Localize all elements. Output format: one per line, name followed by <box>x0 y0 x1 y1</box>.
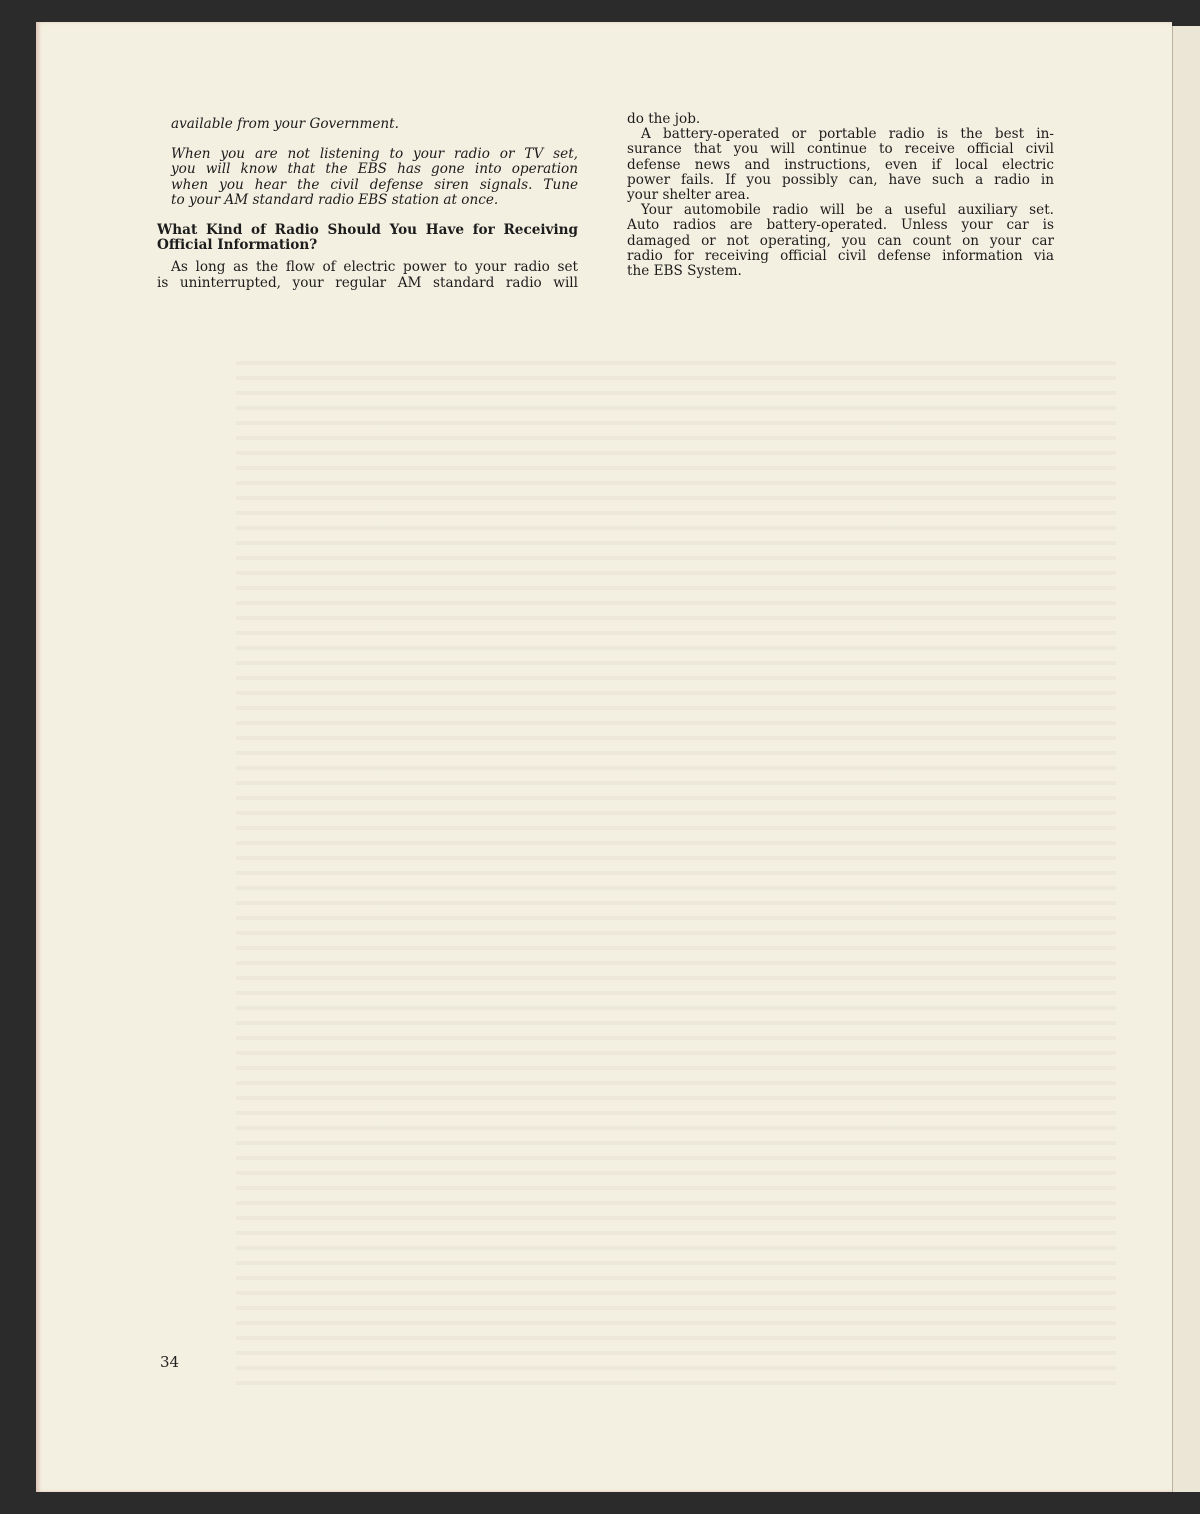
show-through-text <box>236 352 1116 1392</box>
text-line: your shelter area. <box>627 187 750 204</box>
text-line: when you hear the civil defense siren signals. Tune <box>171 176 578 193</box>
text-line: When you are not listening to your radio or TV set, <box>171 146 578 163</box>
text-line: is uninterrupted, your regular AM standard radio will <box>157 274 578 291</box>
text-line: the EBS System. <box>627 263 742 280</box>
page-number: 34 <box>160 1353 180 1371</box>
italic-note <box>157 147 578 208</box>
continuation-line: available from your Government. <box>171 116 399 132</box>
section-heading <box>157 223 578 253</box>
text-line: radio for receiving official civil defense information via <box>627 247 1054 264</box>
paragraph-battery-radio <box>627 127 1054 203</box>
adjacent-page-edge <box>1172 26 1200 1492</box>
text-line: damaged or not operating, you can count on your car <box>627 232 1054 249</box>
text-line: As long as the flow of electric power to your radio set <box>171 259 578 276</box>
heading-line: What Kind of Radio Should You Have for Receiving <box>157 222 578 239</box>
left-column <box>157 117 578 291</box>
text-line: to your AM standard radio EBS station at once. <box>171 191 499 208</box>
right-column <box>627 112 1054 279</box>
text-line: Your automobile radio will be a useful auxiliary set. <box>641 202 1054 219</box>
text-line: defense news and instructions, even if local electric <box>627 156 1054 173</box>
paragraph-auto-radio <box>627 203 1054 279</box>
text-line: you will know that the EBS has gone into operation <box>171 161 578 178</box>
heading-line: Official Information? <box>157 237 318 254</box>
text-line: power fails. If you possibly can, have such a radio in <box>627 171 1054 188</box>
continuation-line: do the job. <box>627 111 701 127</box>
text-line: A battery-operated or portable radio is the best in- <box>641 126 1054 143</box>
text-line: surance that you will continue to receive official civil <box>627 141 1054 158</box>
paragraph <box>157 260 578 290</box>
text-line: Auto radios are battery-operated. Unless your car is <box>627 217 1054 234</box>
